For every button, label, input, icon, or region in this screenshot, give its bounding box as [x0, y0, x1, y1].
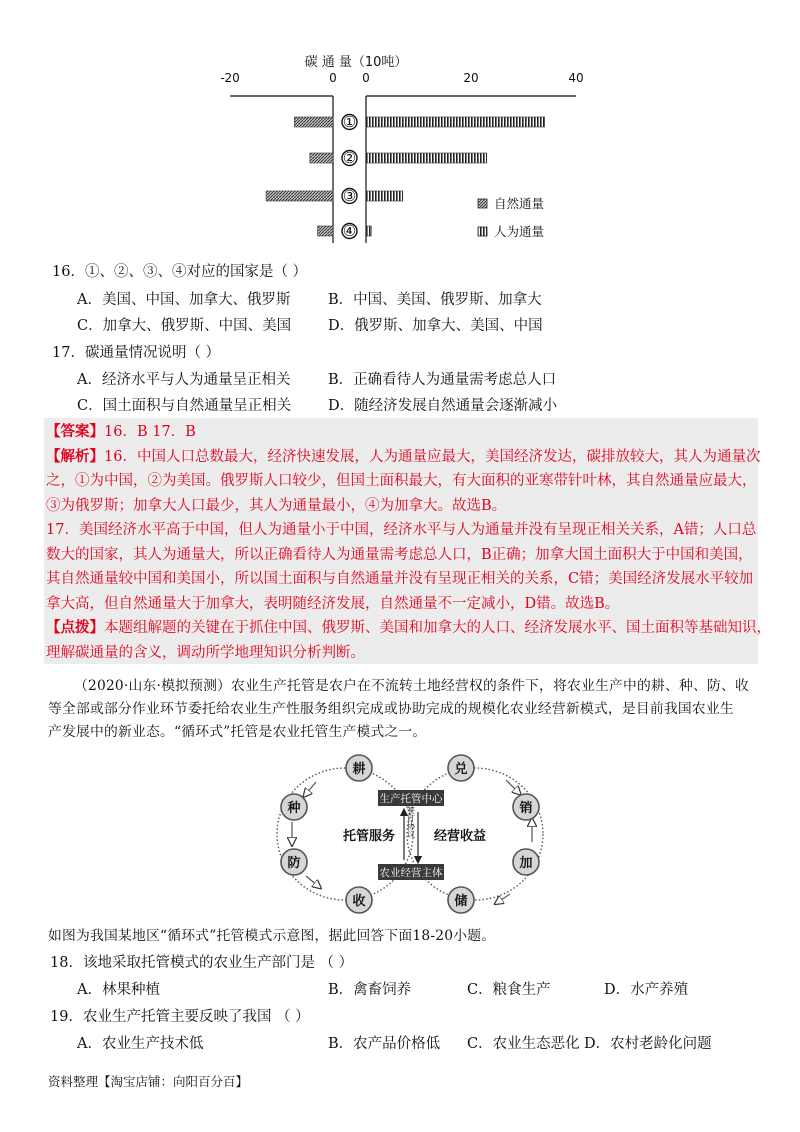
q16-option-a: A．美国、中国、加拿大、俄罗斯: [77, 292, 291, 308]
category-label: ④: [342, 222, 357, 240]
category-label: ①: [342, 113, 357, 131]
answer-section: [46, 420, 771, 665]
tip-line-1: [46, 616, 771, 641]
bar-natural-flux: [310, 153, 333, 163]
q19-option-a: A．农业生产技术低: [77, 1036, 204, 1052]
right-label: 经营收益: [433, 829, 487, 844]
q19-option-d: D．农村老龄化问题: [584, 1036, 712, 1052]
q17-option-c: C．国土面积与自然通量呈正相关: [77, 398, 292, 414]
analysis-17-line-3: 其自然通量较中国和美国小，所以国土面积与自然通量并没有呈现正相关的关系，C错；美国经济发展水平较加: [46, 571, 754, 587]
q17-option-a: A．经济水平与人为通量呈正相关: [77, 372, 291, 388]
left-label: 托管服务: [342, 829, 396, 844]
category-label: ③: [342, 187, 357, 205]
bar-human-flux: [366, 153, 487, 163]
intro-paragraph: [48, 675, 760, 744]
bar-human-flux: [366, 191, 403, 201]
circular-trusteeship-diagram: [270, 752, 550, 917]
tip-line-2: 理解碳通量的含义，调动所学地理知识分析判断。: [46, 644, 365, 661]
diagram-caption: 如图为我国某地区“循环式”托管模式示意图，据此回答下面18-20小题。: [48, 928, 496, 944]
chart-legend: [478, 196, 544, 239]
flow-arrow: [306, 782, 316, 794]
analysis-16-line-1: [46, 445, 761, 470]
q16-option-b: B．中国、美国、俄罗斯、加拿大: [328, 292, 542, 308]
answer-line: [46, 420, 758, 445]
tip-tag: 【点拨】: [46, 619, 104, 636]
q18-option-d: D．水产养殖: [604, 982, 689, 998]
chart-title: 碳 通 量（10吨）: [304, 55, 408, 70]
diagram-node-label: 加: [519, 856, 533, 871]
center-label: 签订协议: [406, 806, 416, 838]
q19-option-b: B．农产品价格低: [328, 1036, 441, 1052]
analysis-16-line-3: ③为俄罗斯；加拿大人口最少，其人为通量最小，④为加拿大。故选B。: [46, 497, 507, 514]
q18-stem: 18．该地采取托管模式的农业生产部门是 （ ）: [50, 955, 354, 971]
bar-natural-flux: [266, 191, 333, 201]
bar-natural-flux: [294, 117, 333, 127]
legend-swatch-natural: [478, 199, 487, 208]
legend-label-natural: 自然通量: [494, 196, 545, 211]
x-tick-label-right: 20: [463, 71, 479, 85]
intro-line-3: 产发展中的新业态。“循环式”托管是农业托管生产模式之一。: [48, 724, 427, 740]
intro-line-1: （2020·山东·模拟预测）农业生产托管是农户在不流转土地经营权的条件下，将农业生产中的耕、种、防、收: [74, 678, 749, 694]
footer: 资料整理【淘宝店铺：向阳百分百】: [48, 1074, 249, 1089]
legend-swatch-human: [478, 227, 487, 236]
diagram-node-label: 种: [287, 801, 301, 816]
bar-human-flux: [366, 226, 371, 236]
diagram-node-label: 兑: [454, 762, 468, 777]
diagram-node-label: 防: [287, 856, 301, 871]
q16-stem: 16．①、②、③、④对应的国家是（ ）: [52, 264, 308, 280]
q18-option-a: A．林果种植: [77, 982, 160, 998]
q17-option-b: B．正确看待人为通量需考虑总人口: [328, 372, 557, 388]
tip-text-1: 本题组解题的关键在于抓住中国、俄罗斯、美国和加拿大的人口、经济发展水平、国土面积等基础知识，: [104, 620, 771, 636]
intro-line-2: 等全部或部分作业环节委托给农业生产性服务组织完成或协助完成的规模化农业经营新模式，是目前我国农业生: [48, 701, 734, 717]
q19-stem: 19．农业生产托管主要反映了我国 （ ）: [50, 1009, 310, 1025]
x-tick-label-left: -20: [220, 71, 240, 85]
q17-option-d: D．随经济发展自然通量会逐渐减小: [328, 398, 558, 414]
analysis-16-text-1: 16．中国人口总数最大，经济快速发展，人为通量应最大，美国经济发达，碳排放较大，其人为通量次: [104, 448, 761, 465]
q18-option-b: B．禽畜饲养: [328, 982, 412, 998]
q16-option-d: D．俄罗斯、加拿大、美国、中国: [328, 318, 543, 334]
diagram-node-label: 收: [352, 894, 366, 909]
x-tick-label-right: 40: [568, 71, 584, 85]
x-tick-label-left: 0: [329, 71, 337, 85]
analysis-17-line-1: 17．美国经济水平高于中国，但人为通量小于中国，经济水平与人为通量并没有呈现正相关关系，A错；人口总: [46, 522, 757, 538]
q19-option-c: C．农业生态恶化: [467, 1036, 580, 1052]
flow-arrow: [306, 876, 318, 886]
analysis-17-line-2: 数大的国家，其人为通量大，所以正确看待人为通量需考虑总人口，B正确；加拿大国土面积大于中国和美国，: [46, 546, 753, 563]
q16-option-c: C．加拿大、俄罗斯、中国、美国: [77, 318, 292, 334]
bar-natural-flux: [318, 226, 333, 236]
carbon-flux-chart: [0, 0, 800, 260]
answer-text: 16．B 17．B: [104, 424, 196, 440]
x-tick-label-right: 0: [362, 71, 370, 85]
legend-label-human: 人为通量: [494, 224, 545, 239]
analysis-17-line-4: 拿大高，但自然通量大于加拿大，表明随经济发展，自然通量不一定减小，D错。故选B。: [46, 595, 620, 612]
answer-tag: 【答案】: [46, 423, 104, 440]
analysis-16-line-2: 之，①为中国，②为美国。俄罗斯人口较少，但国土面积最大，有大面积的亚寒带针叶林，其自然通量应最大，: [46, 473, 757, 489]
analysis-tag: 【解析】: [46, 447, 104, 465]
flow-arrow: [498, 894, 510, 902]
diagram-node-label: 销: [519, 801, 533, 816]
q17-stem: 17．碳通量情况说明（ ）: [52, 345, 221, 361]
top-box-label: 生产托管中心: [379, 793, 443, 805]
diagram-node-label: 耕: [352, 762, 366, 777]
category-label: ②: [342, 149, 357, 167]
diagram-node-label: 储: [454, 894, 468, 909]
bar-human-flux: [366, 117, 545, 127]
q18-option-c: C．粮食生产: [467, 982, 551, 998]
bottom-box-label: 农业经营主体: [379, 867, 443, 879]
